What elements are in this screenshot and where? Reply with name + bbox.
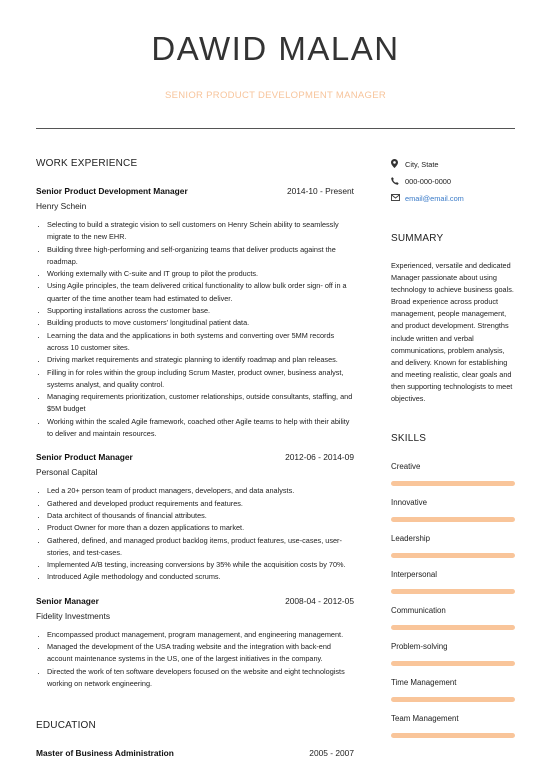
skill-bar: [391, 697, 515, 702]
skill-bar: [391, 661, 515, 666]
job-bullets: [36, 485, 354, 583]
list-item: • Introduced Agile methodology and conducted scrums.: [47, 571, 354, 583]
list-item: • Gathered and developed product requirements and features.: [47, 498, 354, 510]
skill-item: [391, 534, 517, 558]
skill-item: [391, 606, 517, 630]
job-title: SENIOR PRODUCT DEVELOPMENT MANAGER: [165, 90, 386, 101]
job-company: Personal Capital: [36, 467, 98, 478]
skill-item: [391, 714, 517, 738]
skill-item: [391, 462, 517, 486]
phone-text: 000-000-0000: [405, 177, 452, 186]
skill-name: Communication: [391, 606, 446, 616]
job-title: Senior Product Manager: [36, 452, 133, 463]
degree: Master of Business Administration: [36, 748, 174, 759]
contact-email: [391, 190, 517, 207]
envelope-icon: [391, 194, 405, 203]
list-item: • Filling in for roles within the group including Scrum Master, product owner, business analyst, systems analyst, and quality control.: [47, 367, 354, 392]
job-bullets: [36, 629, 354, 690]
skill-bar: [391, 517, 515, 522]
summary-heading: SUMMARY: [391, 233, 444, 244]
skills-list: [391, 462, 517, 738]
list-item: • Driving market requirements and strategic planning to identify roadmap and plan releases.: [47, 354, 354, 366]
job-bullets: [36, 219, 354, 440]
list-item: • Building three high-performing and self-organizing teams that deliver products against the roadmap.: [47, 244, 354, 269]
right-column: [391, 156, 517, 738]
job-dates: 2008-04 - 2012-05: [285, 595, 354, 606]
list-item: • Working externally with C-suite and IT group to pilot the products.: [47, 268, 354, 280]
skill-bar: [391, 553, 515, 558]
list-item: • Learning the data and the applications in both systems and converting over 5MM records across 10 customer sites.: [47, 330, 354, 355]
skill-bar: [391, 481, 515, 486]
job-company: Henry Schein: [36, 201, 87, 211]
list-item: • Supporting installations across the customer base.: [47, 305, 354, 317]
list-item: • Selecting to build a strategic vision to sell customers on Henry Schein ability to seamlessly migrate to the new EHR.: [47, 219, 354, 244]
work-experience-heading: WORK EXPERIENCE: [36, 158, 138, 169]
list-item: • Managed the development of the USA trading website and the integration with back-end account maintenance systems in the US, one of the largest initiatives in the company.: [47, 641, 354, 666]
skill-item: [391, 570, 517, 594]
job-dates: 2012-06 - 2014-09: [285, 452, 354, 463]
skill-item: [391, 678, 517, 702]
list-item: • Building products to move customers' longitudinal patient data.: [47, 317, 354, 329]
job-entry: [36, 186, 354, 440]
skill-name: Innovative: [391, 498, 427, 508]
list-item: • Working within the scaled Agile framework, coached other Agile teams to help with their ability to deliver and maintain resources.: [47, 416, 354, 441]
left-column: [36, 158, 354, 758]
job-entry: [36, 596, 354, 690]
location-pin-icon: [391, 159, 405, 170]
skill-bar: [391, 625, 515, 630]
education-dates: 2005 - 2007: [309, 748, 354, 759]
list-item: • Data architect of thousands of financial attributes.: [47, 510, 354, 522]
skill-name: Interpersonal: [391, 570, 438, 580]
list-item: • Managing requirements prioritization, customer relationships, outside consultants, staffing, and $5M budget: [47, 391, 354, 416]
skill-item: [391, 498, 517, 522]
education-entry: [36, 748, 354, 758]
header-divider: [36, 128, 515, 129]
list-item: • Led a 20+ person team of product managers, developers, and data analysts.: [47, 485, 354, 497]
skill-bar: [391, 733, 515, 738]
job-entry: [36, 452, 354, 583]
skill-name: Leadership: [391, 534, 431, 544]
list-item: • Product Owner for more than a dozen applications to market.: [47, 522, 354, 534]
email-link[interactable]: email@email.com: [405, 194, 464, 203]
job-title: Senior Product Development Manager: [36, 186, 188, 196]
contact-location: [391, 156, 517, 173]
contact-phone: [391, 173, 517, 190]
skill-name: Problem-solving: [391, 642, 448, 652]
skill-item: [391, 642, 517, 666]
list-item: • Implemented A/B testing, increasing conversions by 35% while the acquisition costs by 70%.: [47, 559, 354, 571]
skill-name: Time Management: [391, 678, 457, 688]
candidate-name: DAWID MALAN: [151, 30, 400, 67]
education-heading: EDUCATION: [36, 720, 96, 732]
list-item: • Gathered, defined, and managed product backlog items, product features, use-cases, user-stories, and test-cases.: [47, 535, 354, 560]
list-item: • Directed the work of ten software developers focused on the website and eight technologists working on network engineering.: [47, 666, 354, 691]
skill-bar: [391, 589, 515, 594]
job-company: Fidelity Investments: [36, 610, 111, 621]
job-dates: 2014-10 - Present: [286, 186, 354, 196]
job-title: Senior Manager: [36, 595, 99, 606]
skill-name: Team Management: [391, 714, 459, 724]
location-text: City, State: [405, 160, 439, 169]
skill-name: Creative: [391, 462, 421, 472]
list-item: • Encompassed product management, program management, and engineering management.: [47, 629, 354, 641]
skills-heading: SKILLS: [391, 433, 427, 445]
summary-text: Experienced, versatile and dedicated Manager passionate about using technology to achieve business goals. Broad experience across product management, people management, and product development. Strengths include written and verbal communications, problem analysis, and delivery. Known for establishing and meeting realistic, clear goals and then supporting technologists to meet objectives.: [391, 261, 514, 404]
phone-icon: [391, 177, 405, 187]
list-item: • Using Agile principles, the team delivered critical functionality to allow bulk order sign- off in a quarter of the time another team had estimated to deliver.: [47, 280, 354, 305]
